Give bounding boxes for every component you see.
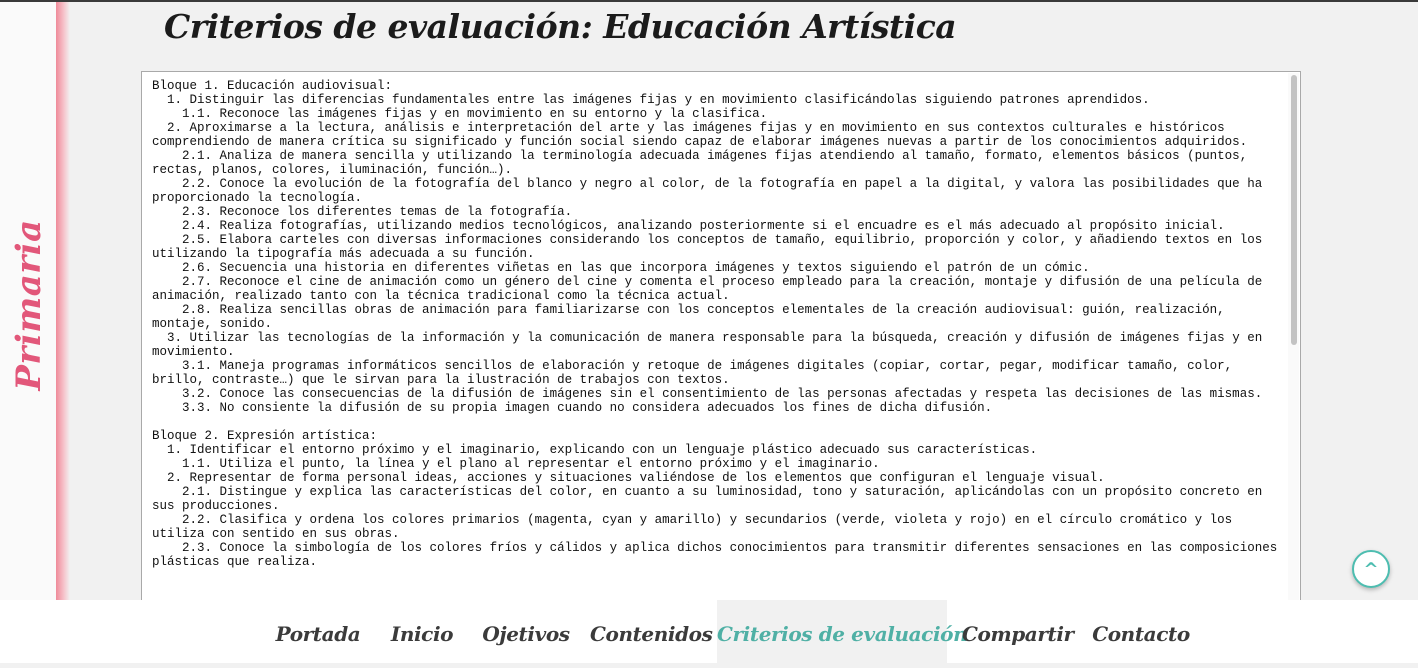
page-title: Criterios de evaluación: Educación Artística (164, 7, 957, 46)
criteria-textarea[interactable] (141, 71, 1301, 600)
nav-portada[interactable]: Portada (275, 622, 361, 646)
criteria-text: Bloque 1. Educación audiovisual: 1. Distinguir las diferencias fundamentales entre las imágenes fijas y en movimiento clasificándolas siguiendo patrones aprendidos. 1.1. Reconoce las imágenes fijas y en movimiento en su entorno y la clasifica. 2. Aproximarse a la lectura, análisis e interpretación del arte y las imágenes fijas y en movimiento en sus contextos culturales e históricos comprendiendo de manera crítica su significado y función social siendo capaz de elaborar imágenes nuevas a partir de los conocimientos adquiridos. 2.1. Analiza de manera sencilla y utilizando la terminología adecuada imágenes fijas atendiendo al tamaño, formato, elementos básicos (puntos, rectas, planos, colores, iluminación, función…). 2.2. Conoce la evolución de la fotografía del blanco y negro al color, de la fotografía en papel a la digital, y valora las posibilidades que ha proporcionado la tecnología. 2.3. Reconoce los diferentes temas de la fotografía. 2.4. Realiza fotografías, utilizando medios tecnológicos, analizando posteriormente si el encuadre es el más adecuado al propósito inicial. 2.5. Elabora carteles con diversas informaciones considerando los conceptos de tamaño, equilibrio, proporción y color, y añadiendo textos en los utilizando la tipografía más adecuada a su función. 2.6. Secuencia una historia en diferentes viñetas en las que incorpora imágenes y textos siguiendo el patrón de un cómic. 2.7. Reconoce el cine de animación como un género del cine y comenta el proceso empleado para la creación, montaje y difusión de una película de animación, realizado tanto con la técnica tradicional como la técnica actual. 2.8. Realiza sencillas obras de animación para familiarizarse con los conceptos elementales de la creación audiovisual: guión, realización, montaje, sonido. 3. Utilizar las tecnologías de la información y la comunicación de manera responsable para la búsqueda, creación y difusión de imágenes fijas y en movimiento. 3.1. Maneja programas informáticos sencillos de elaboración y retoque de imágenes digitales (copiar, cortar, pegar, modificar tamaño, color, brillo, contraste…) que le sirvan para la ilustración de trabajos con textos. 3.2. Conoce las consecuencias de la difusión de imágenes sin el consentimiento de las personas afectadas y respeta las decisiones de las mismas. 3.3. No consiente la difusión de su propia imagen cuando no considera adecuados los fines de dicha difusión. Bloque 2. Expresión artística: 1. Identificar el entorno próximo y el imaginario, explicando con un lenguaje plástico adecuado sus características. 1.1. Utiliza el punto, la línea y el plano al representar el entorno próximo y el imaginario. 2. Representar de forma personal ideas, acciones y situaciones valiéndose de los elementos que configuran el lenguaje visual. 2.1. Distingue y explica las características del color, en cuanto a su luminosidad, tono y saturación, aplicándolas con un propósito concreto en sus producciones. 2.2. Clasifica y ordena los colores primarios (magenta, cyan y amarillo) y secundarios (verde, violeta y rojo) en el círculo cromático y los utiliza con sentido en sus obras. 2.3. Conoce la simbología de los colores fríos y cálidos y aplica dichos conocimientos para transmitir diferentes sensaciones en las composiciones plásticas que realiza. (152, 79, 1278, 569)
chevron-up-icon: ^ (1363, 558, 1379, 580)
bottom-nav (0, 600, 1418, 663)
nav-inicio[interactable]: Inicio (390, 622, 454, 646)
nav-compartir[interactable]: Compartir (962, 622, 1074, 646)
nav-objetivos[interactable]: Ojetivos (482, 622, 570, 646)
scrollbar-thumb[interactable] (1291, 75, 1297, 345)
top-border (0, 0, 1418, 2)
side-label: Primaria (9, 219, 49, 391)
nav-contenidos[interactable]: Contenidos (590, 622, 713, 646)
back-to-top-button[interactable] (1352, 550, 1390, 588)
nav-contacto[interactable]: Contacto (1092, 622, 1190, 646)
nav-criterios[interactable]: Criterios de evaluación (717, 600, 947, 663)
side-stripe (56, 2, 70, 600)
